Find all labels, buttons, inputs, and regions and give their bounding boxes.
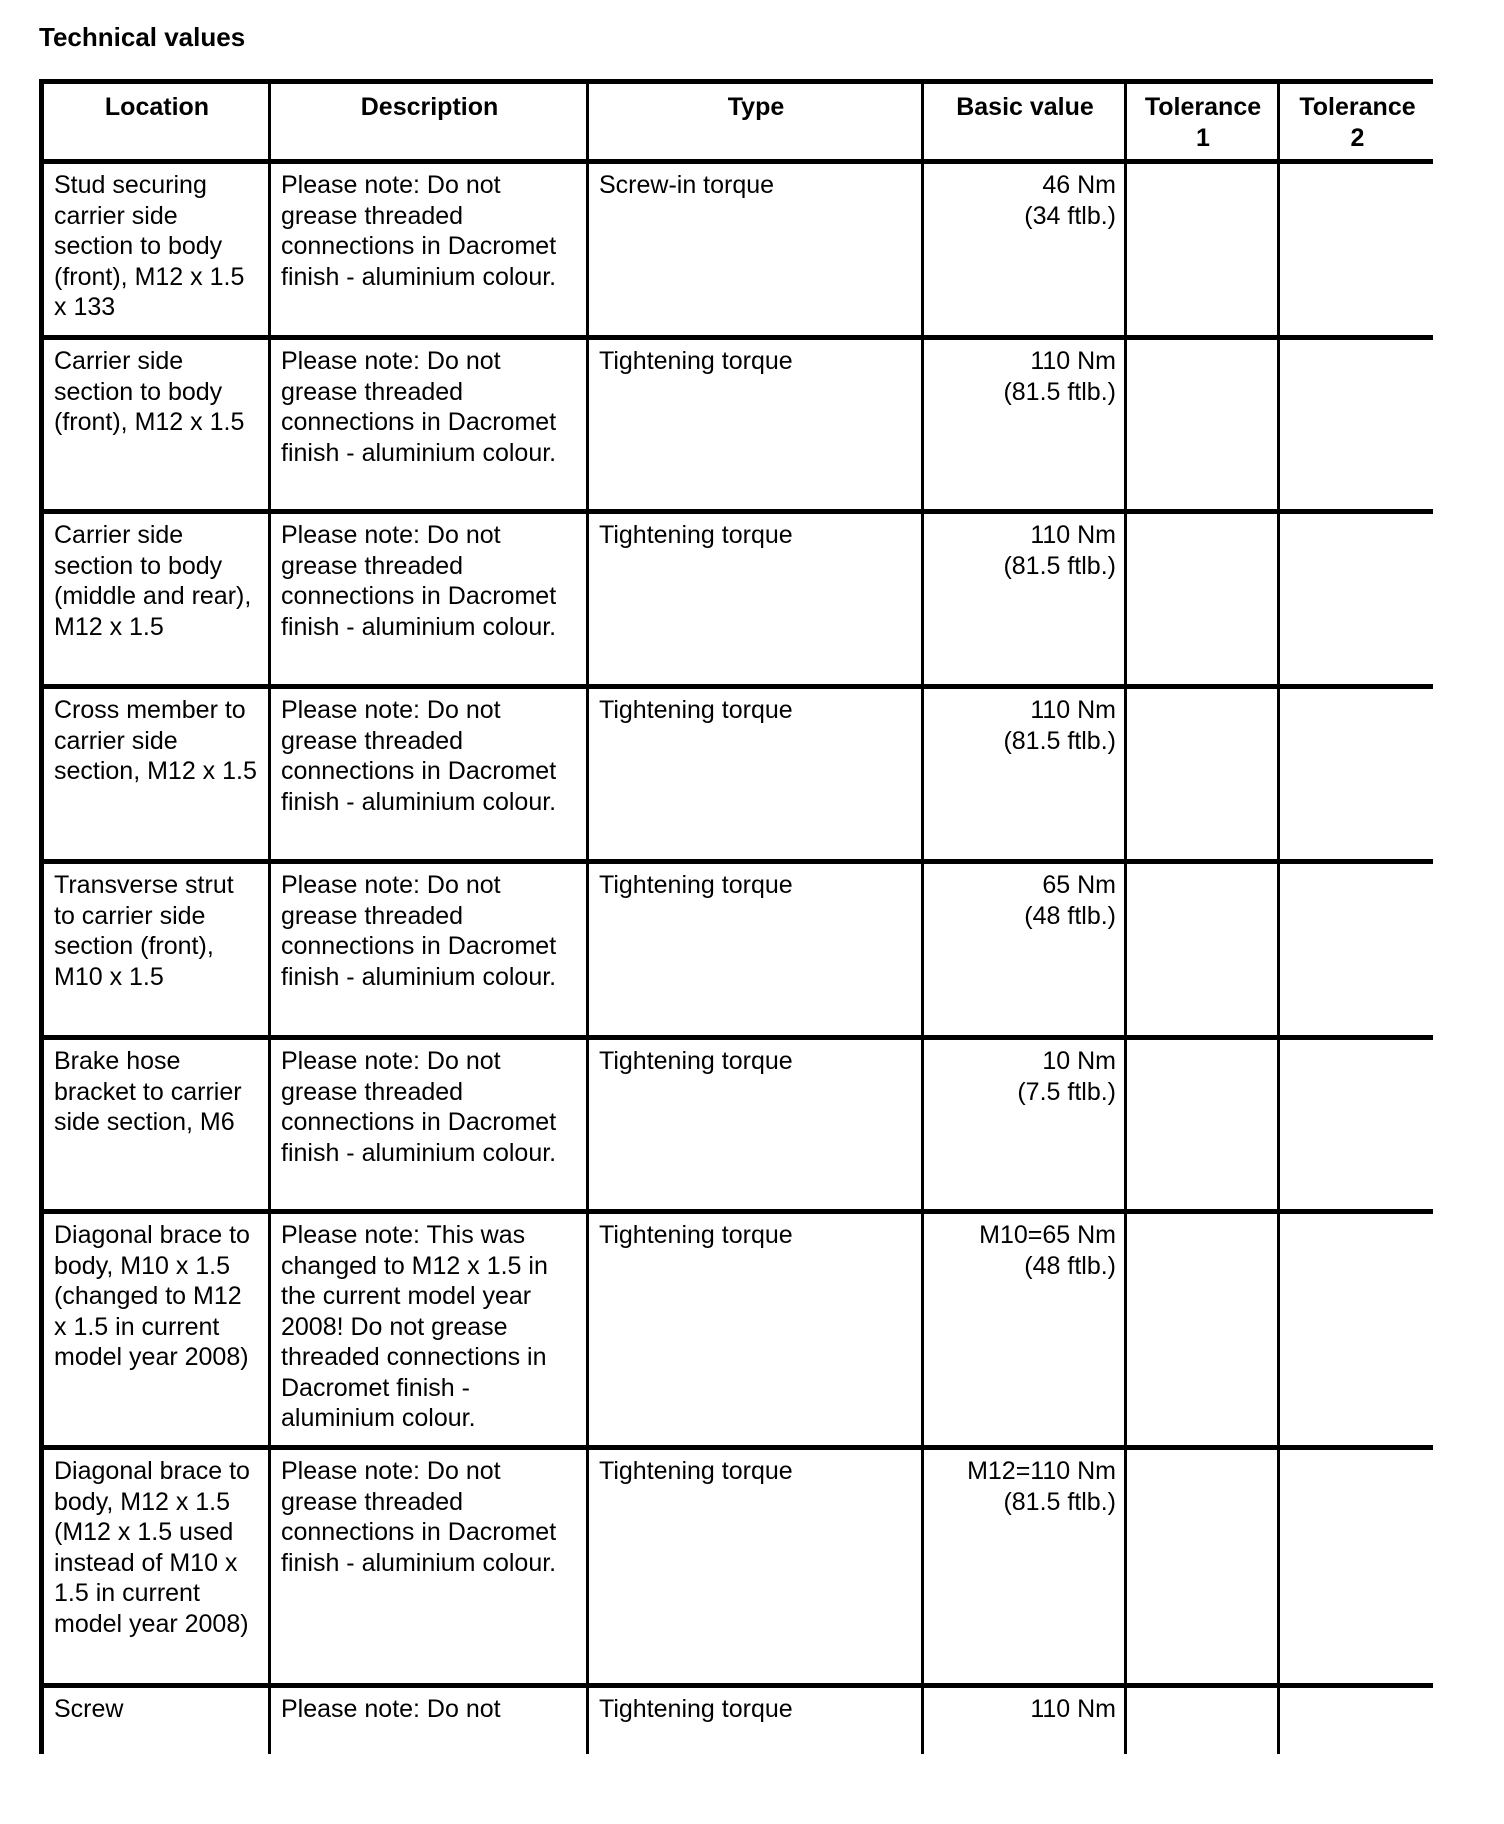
- cell-tolerance-1: [1126, 1448, 1279, 1686]
- column-header-tolerance-1: Tolerance 1: [1126, 82, 1279, 162]
- table-row: [42, 1212, 1434, 1448]
- cell-description: Please note: Do not: [270, 1686, 588, 1755]
- cell-tolerance-1: [1126, 162, 1279, 338]
- cell-tolerance-2: [1279, 687, 1434, 862]
- cell-tolerance-1: [1126, 687, 1279, 862]
- cell-type: Tightening torque: [588, 687, 923, 862]
- cell-location: Carrier side section to body (front), M12 x 1.5: [42, 338, 270, 512]
- cell-location: Diagonal brace to body, M12 x 1.5 (M12 x 1.5 used instead of M10 x 1.5 in current model year 2008): [42, 1448, 270, 1686]
- header-row: [42, 82, 1434, 162]
- cell-basic-value: [923, 338, 1126, 512]
- cell-description: Please note: Do not grease threaded connections in Dacromet finish - aluminium colour.: [270, 862, 588, 1038]
- value-metric: M10=65 Nm: [979, 1221, 1116, 1249]
- cell-tolerance-1: [1126, 862, 1279, 1038]
- value-imperial: (48 ftlb.): [1024, 1251, 1116, 1280]
- cell-description: Please note: Do not grease threaded connections in Dacromet finish - aluminium colour.: [270, 338, 588, 512]
- cell-type: Tightening torque: [588, 1686, 923, 1755]
- value-metric: 110 Nm: [1030, 1695, 1116, 1723]
- cell-description: Please note: Do not grease threaded connections in Dacromet finish - aluminium colour.: [270, 162, 588, 338]
- cell-basic-value: [923, 687, 1126, 862]
- column-header-tolerance-2: Tolerance 2: [1279, 82, 1434, 162]
- value-metric: 110 Nm: [1030, 696, 1116, 724]
- column-header-description: Description: [270, 82, 588, 162]
- table-row: [42, 338, 1434, 512]
- value-metric: 10 Nm: [1042, 1047, 1116, 1075]
- cell-basic-value: [923, 862, 1126, 1038]
- cell-type: Tightening torque: [588, 1038, 923, 1212]
- value-imperial: (48 ftlb.): [1024, 901, 1116, 930]
- cell-basic-value: [923, 1212, 1126, 1448]
- cell-tolerance-1: [1126, 1038, 1279, 1212]
- technical-values-table: [39, 79, 1433, 1754]
- value-metric: M12=110 Nm: [967, 1457, 1116, 1485]
- value-imperial: (81.5 ftlb.): [1003, 726, 1116, 755]
- cell-description: Please note: Do not grease threaded connections in Dacromet finish - aluminium colour.: [270, 1448, 588, 1686]
- cell-type: Tightening torque: [588, 512, 923, 687]
- table-container: [39, 79, 1433, 1754]
- cell-type: Tightening torque: [588, 1212, 923, 1448]
- cell-description: Please note: Do not grease threaded connections in Dacromet finish - aluminium colour.: [270, 1038, 588, 1212]
- cell-tolerance-1: [1126, 1212, 1279, 1448]
- table-row: [42, 1448, 1434, 1686]
- value-metric: 46 Nm: [1042, 171, 1116, 199]
- cell-basic-value: [923, 512, 1126, 687]
- page-title: Technical values: [39, 22, 246, 52]
- cell-tolerance-2: [1279, 1212, 1434, 1448]
- cell-tolerance-2: [1279, 512, 1434, 687]
- cell-description: Please note: Do not grease threaded connections in Dacromet finish - aluminium colour.: [270, 512, 588, 687]
- value-metric: 65 Nm: [1042, 871, 1116, 899]
- cell-location: Cross member to carrier side section, M12 x 1.5: [42, 687, 270, 862]
- column-header-location: Location: [42, 82, 270, 162]
- cell-tolerance-1: [1126, 512, 1279, 687]
- cell-tolerance-2: [1279, 338, 1434, 512]
- column-header-basic-value: Basic value: [923, 82, 1126, 162]
- value-imperial: (81.5 ftlb.): [1003, 1487, 1116, 1516]
- cell-tolerance-1: [1126, 338, 1279, 512]
- cell-description: Please note: This was changed to M12 x 1.5 in the current model year 2008! Do not grease threaded connections in Dacromet finish - aluminium colour.: [270, 1212, 588, 1448]
- cell-tolerance-2: [1279, 1038, 1434, 1212]
- cell-location: Carrier side section to body (middle and rear), M12 x 1.5: [42, 512, 270, 687]
- cell-tolerance-2: [1279, 1686, 1434, 1755]
- value-metric: 110 Nm: [1030, 347, 1116, 375]
- table-row: [42, 162, 1434, 338]
- value-imperial: (34 ftlb.): [1024, 201, 1116, 230]
- value-imperial: (81.5 ftlb.): [1003, 377, 1116, 406]
- table-row: [42, 512, 1434, 687]
- cell-basic-value: [923, 1448, 1126, 1686]
- cell-tolerance-2: [1279, 862, 1434, 1038]
- value-imperial: (81.5 ftlb.): [1003, 551, 1116, 580]
- cell-type: Screw-in torque: [588, 162, 923, 338]
- cell-basic-value: [923, 1038, 1126, 1212]
- cell-location: Screw: [42, 1686, 270, 1755]
- cell-type: Tightening torque: [588, 862, 923, 1038]
- cell-description: Please note: Do not grease threaded connections in Dacromet finish - aluminium colour.: [270, 687, 588, 862]
- cell-tolerance-1: [1126, 1686, 1279, 1755]
- table-row: [42, 862, 1434, 1038]
- value-imperial: (7.5 ftlb.): [1017, 1077, 1116, 1106]
- column-header-type: Type: [588, 82, 923, 162]
- cell-location: Diagonal brace to body, M10 x 1.5 (changed to M12 x 1.5 in current model year 2008): [42, 1212, 270, 1448]
- cell-basic-value: [923, 162, 1126, 338]
- cell-location: Brake hose bracket to carrier side section, M6: [42, 1038, 270, 1212]
- table-row: [42, 1038, 1434, 1212]
- cell-location: Transverse strut to carrier side section (front), M10 x 1.5: [42, 862, 270, 1038]
- cell-type: Tightening torque: [588, 1448, 923, 1686]
- table-row: [42, 1686, 1434, 1755]
- cell-location: Stud securing carrier side section to body (front), M12 x 1.5 x 133: [42, 162, 270, 338]
- cell-type: Tightening torque: [588, 338, 923, 512]
- table-row: [42, 687, 1434, 862]
- cell-basic-value: [923, 1686, 1126, 1755]
- cell-tolerance-2: [1279, 162, 1434, 338]
- cell-tolerance-2: [1279, 1448, 1434, 1686]
- value-metric: 110 Nm: [1030, 521, 1116, 549]
